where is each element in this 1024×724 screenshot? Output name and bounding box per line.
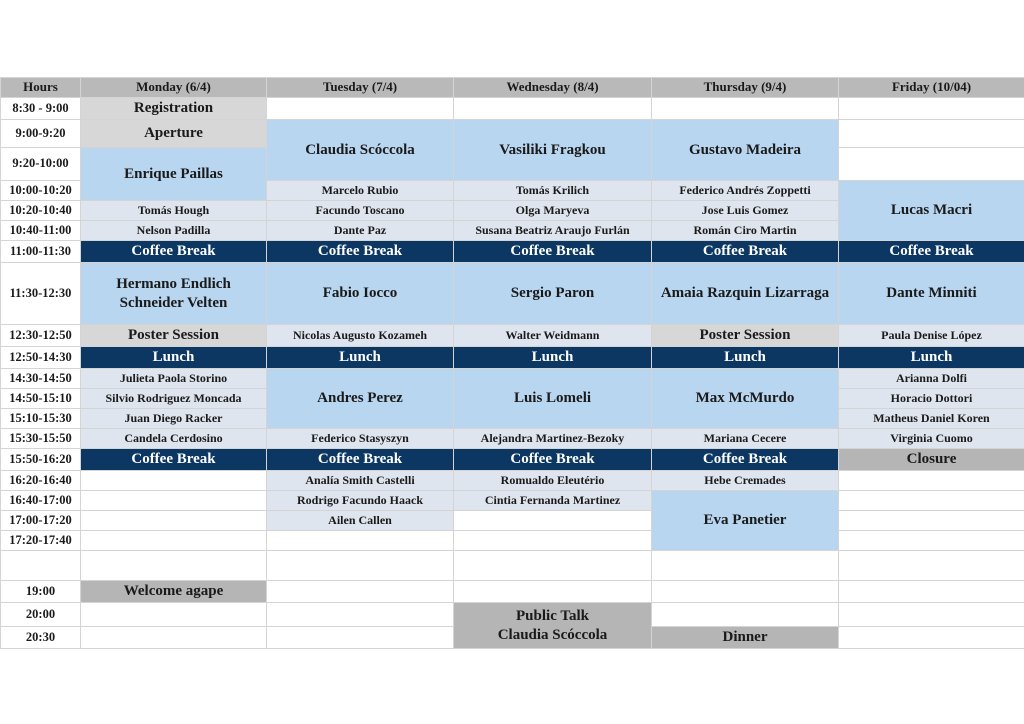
time-slot: 10:00-10:20 [0,180,81,201]
empty-cell [80,490,267,511]
poster-session: Poster Session [80,324,267,347]
talk-cell: Facundo Toscano [266,200,454,221]
talk-cell: Hebe Cremades [651,470,839,491]
empty-cell [838,119,1024,148]
time-slot: 14:30-14:50 [0,368,81,389]
coffee-break: Coffee Break [80,448,267,471]
empty-cell [838,602,1024,627]
coffee-break: Coffee Break [838,240,1024,263]
session-block: Enrique Paillas [80,147,267,201]
session-block: Luis Lomeli [453,368,652,429]
empty-cell [838,97,1024,120]
registration-cell: Registration [80,97,267,120]
empty-cell [838,147,1024,181]
aperture-cell: Aperture [80,119,267,148]
talk-cell: Candela Cerdosino [80,428,267,449]
public-talk-title: Public Talk [516,607,589,624]
time-slot: 12:30-12:50 [0,324,81,347]
time-slot: 19:00 [0,580,81,603]
talk-cell: Horacio Dottori [838,388,1024,409]
empty-cell [838,490,1024,511]
empty-cell [838,580,1024,603]
closure-cell: Closure [838,448,1024,471]
empty-cell [651,580,839,603]
empty-cell [453,530,652,551]
session-block: Lucas Macri [838,180,1024,241]
time-slot: 8:30 - 9:00 [0,97,81,120]
talk-cell: Mariana Cecere [651,428,839,449]
time-slot: 20:00 [0,602,81,627]
lunch-break: Lunch [838,346,1024,369]
talk-cell: Cintia Fernanda Martinez [453,490,652,511]
time-slot: 10:20-10:40 [0,200,81,221]
header-day: Friday (10/04) [838,77,1024,98]
lunch-break: Lunch [453,346,652,369]
empty-cell [80,510,267,531]
talk-cell: Nicolas Augusto Kozameh [266,324,454,347]
empty-cell [266,550,454,581]
session-block: Eva Panetier [651,490,839,551]
time-slot [0,550,81,581]
time-slot: 11:00-11:30 [0,240,81,263]
empty-cell [453,97,652,120]
empty-cell [266,97,454,120]
time-slot: 12:50-14:30 [0,346,81,369]
talk-cell: Alejandra Martinez-Bezoky [453,428,652,449]
empty-cell [453,510,652,531]
session-block: Dante Minniti [838,262,1024,325]
public-talk [453,602,652,649]
talk-cell: Nelson Padilla [80,220,267,241]
talk-cell: Romualdo Eleutério [453,470,652,491]
talk-cell: Virginia Cuomo [838,428,1024,449]
empty-cell [80,530,267,551]
empty-cell [266,530,454,551]
coffee-break: Coffee Break [651,448,839,471]
talk-cell: Tomás Hough [80,200,267,221]
empty-cell [651,602,839,627]
talk-cell: Matheus Daniel Koren [838,408,1024,429]
session-block: Gustavo Madeira [651,119,839,181]
talk-cell: Paula Denise López [838,324,1024,347]
time-slot: 15:50-16:20 [0,448,81,471]
empty-cell [80,470,267,491]
time-slot: 9:20-10:00 [0,147,81,181]
time-slot: 15:10-15:30 [0,408,81,429]
session-block: Andres Perez [266,368,454,429]
empty-cell [80,602,267,627]
empty-cell [651,550,839,581]
coffee-break: Coffee Break [80,240,267,263]
talk-cell: Julieta Paola Storino [80,368,267,389]
empty-cell [838,530,1024,551]
talk-cell: Marcelo Rubio [266,180,454,201]
empty-cell [838,470,1024,491]
talk-cell: Analía Smith Castelli [266,470,454,491]
empty-cell [453,580,652,603]
empty-cell [838,626,1024,649]
header-day: Tuesday (7/4) [266,77,454,98]
time-slot: 17:00-17:20 [0,510,81,531]
talk-cell: Rodrigo Facundo Haack [266,490,454,511]
talk-cell: Román Ciro Martin [651,220,839,241]
talk-cell: Susana Beatriz Araujo Furlán [453,220,652,241]
talk-cell: Federico Stasyszyn [266,428,454,449]
time-slot: 14:50-15:10 [0,388,81,409]
talk-cell: Jose Luis Gomez [651,200,839,221]
time-slot: 9:00-9:20 [0,119,81,148]
session-block: Fabio Iocco [266,262,454,325]
empty-cell [80,626,267,649]
coffee-break: Coffee Break [453,240,652,263]
talk-cell: Olga Maryeva [453,200,652,221]
session-block: Hermano Endlich Schneider Velten [80,262,267,325]
talk-cell: Federico Andrés Zoppetti [651,180,839,201]
session-block: Sergio Paron [453,262,652,325]
time-slot: 16:20-16:40 [0,470,81,491]
lunch-break: Lunch [651,346,839,369]
session-block: Max McMurdo [651,368,839,429]
empty-cell [453,550,652,581]
talk-cell: Tomás Krilich [453,180,652,201]
coffee-break: Coffee Break [453,448,652,471]
time-slot: 10:40-11:00 [0,220,81,241]
empty-cell [266,580,454,603]
time-slot: 16:40-17:00 [0,490,81,511]
header-hours: Hours [0,77,81,98]
coffee-break: Coffee Break [651,240,839,263]
poster-session: Poster Session [651,324,839,347]
empty-cell [838,550,1024,581]
empty-cell [80,550,267,581]
session-block: Amaia Razquin Lizarraga [651,262,839,325]
time-slot: 11:30-12:30 [0,262,81,325]
talk-cell: Ailen Callen [266,510,454,531]
dinner-cell: Dinner [651,626,839,649]
lunch-break: Lunch [80,346,267,369]
talk-cell: Silvio Rodriguez Moncada [80,388,267,409]
welcome-agape: Welcome agape [80,580,267,603]
empty-cell [651,97,839,120]
time-slot: 20:30 [0,626,81,649]
public-talk-speaker: Claudia Scóccola [497,626,608,643]
talk-cell: Dante Paz [266,220,454,241]
coffee-break: Coffee Break [266,448,454,471]
time-slot: 17:20-17:40 [0,530,81,551]
coffee-break: Coffee Break [266,240,454,263]
empty-cell [838,510,1024,531]
talk-cell: Walter Weidmann [453,324,652,347]
talk-cell: Arianna Dolfi [838,368,1024,389]
time-slot: 15:30-15:50 [0,428,81,449]
header-day: Thursday (9/4) [651,77,839,98]
header-day: Wednesday (8/4) [453,77,652,98]
talk-cell: Juan Diego Racker [80,408,267,429]
header-day: Monday (6/4) [80,77,267,98]
empty-cell [266,602,454,627]
session-block: Claudia Scóccola [266,119,454,181]
lunch-break: Lunch [266,346,454,369]
empty-cell [266,626,454,649]
session-block: Vasiliki Fragkou [453,119,652,181]
